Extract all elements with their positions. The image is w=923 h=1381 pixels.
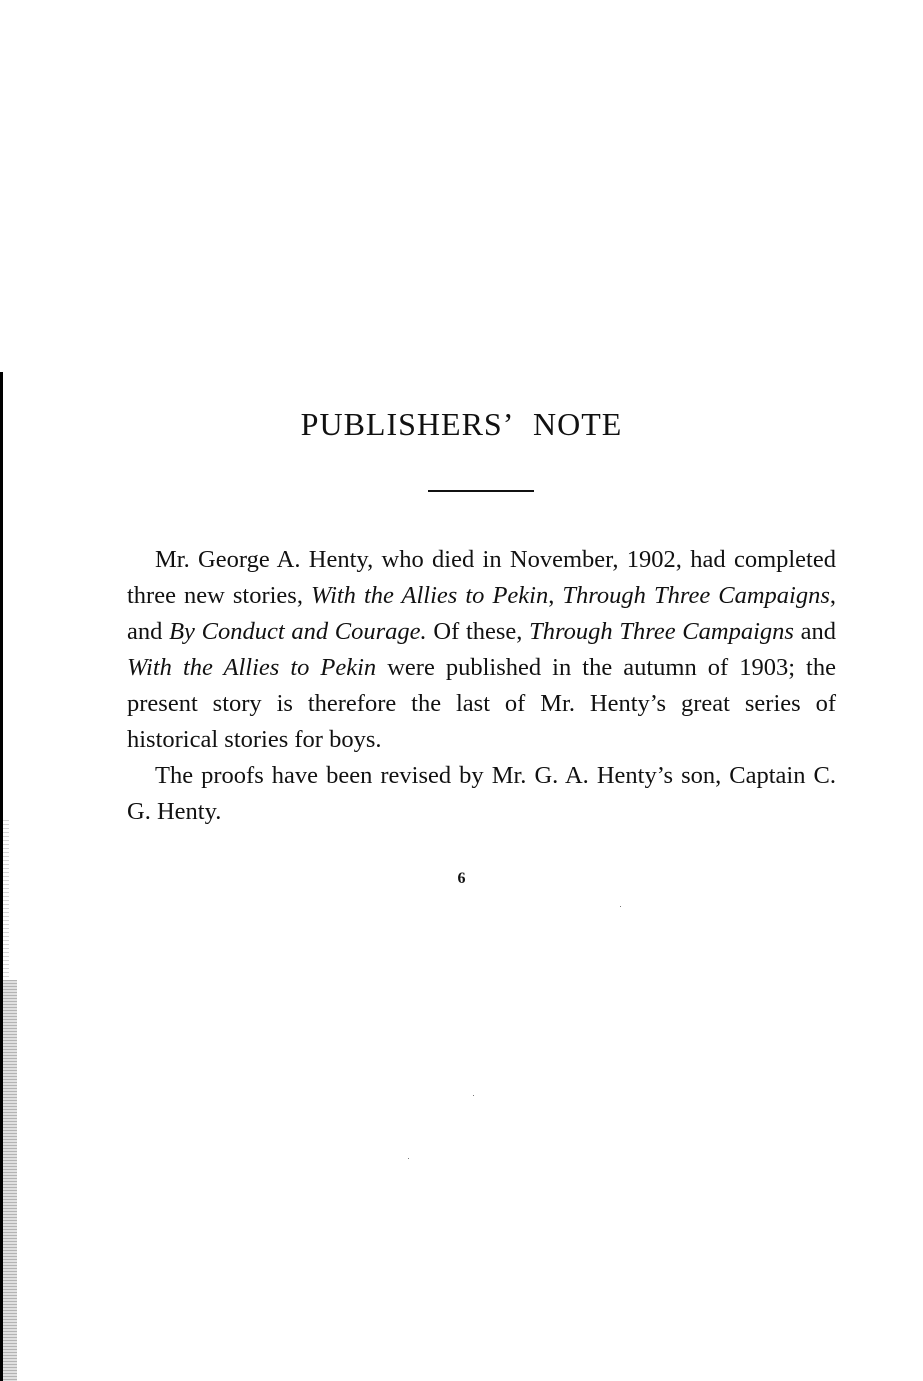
paragraph-1-italic-title-4: Through Three Campaigns [529, 618, 794, 645]
paragraph-1-text-6: were published in the autumn of 1903; the present story is therefore the last of Mr. Henty’s great series of historical stories for boys. [127, 654, 836, 753]
paragraph-1-text-2: , [548, 582, 563, 609]
title-rule [428, 490, 534, 492]
paragraph-1-text-4: Of these, [426, 618, 530, 645]
paragraph-1-italic-title-3: By Conduct and Courage. [169, 618, 427, 645]
paragraph-1-italic-title-2: Through Three Campaigns [562, 582, 830, 609]
page-binding-shadow-upper [3, 820, 9, 980]
paragraph-2: The proofs have been revised by Mr. G. A. Henty’s son, Captain C. G. Henty. [127, 762, 836, 825]
scan-speck [620, 906, 621, 907]
page-number: 6 [457, 870, 466, 887]
paragraph-1-text-5: and [793, 618, 836, 645]
scan-speck [473, 1095, 474, 1096]
page-binding-shadow [3, 980, 17, 1381]
paragraph-1-italic-title-1: With the Allies to Pekin [311, 582, 549, 609]
paragraph-1 [127, 542, 836, 758]
paragraph-1-text-3: , and [127, 582, 836, 645]
scan-speck [408, 1158, 409, 1159]
paragraph-1-italic-title-5: With the Allies to Pekin [127, 654, 377, 681]
paragraph-1-text-1: Mr. George A. Henty, who died in November, 1902, had completed three new stories, [127, 546, 836, 609]
page-title: PUBLISHERS’ NOTE [300, 406, 623, 442]
note-body [127, 542, 836, 830]
